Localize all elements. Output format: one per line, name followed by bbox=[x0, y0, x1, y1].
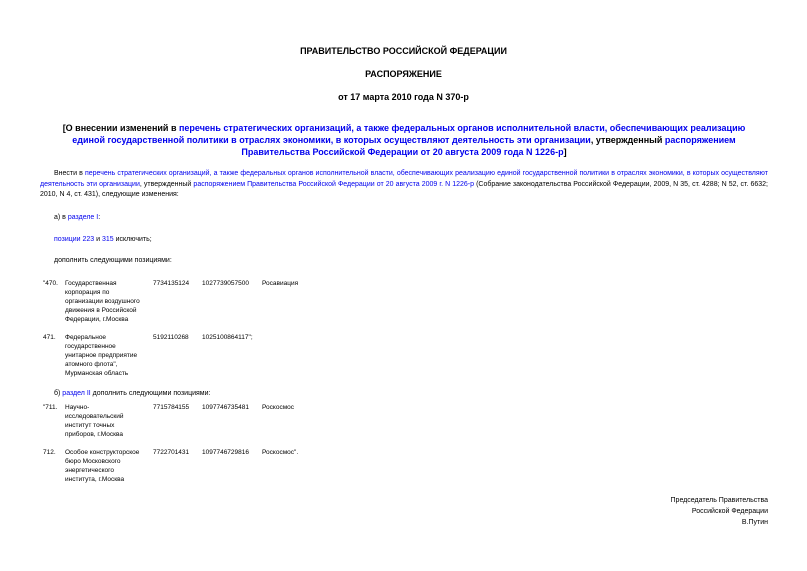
positions-exclude bbox=[54, 235, 152, 245]
title-order-link[interactable]: распоряжением Правительства Российской Федерации от 20 августа 2009 года N 1226-р bbox=[241, 135, 736, 157]
section-b-tail: дополнить следующими позициями: bbox=[90, 390, 211, 397]
org-name: Особое конструкторское бюро Московского энергетического института, г.Москва bbox=[65, 449, 140, 483]
intro-order-link[interactable]: распоряжением Правительства Российской Федерации от 20 августа 2009 г. N 1226-р bbox=[193, 180, 475, 188]
intro-mid: , утвержденный bbox=[139, 180, 194, 188]
title-close: ] bbox=[563, 147, 567, 157]
row-number: 712. bbox=[43, 449, 56, 456]
signature-country: Российской Федерации bbox=[691, 508, 768, 515]
section-b-lead: б) bbox=[54, 390, 63, 397]
row-number: "711. bbox=[43, 404, 58, 411]
section-a-lead: а) в bbox=[54, 214, 68, 221]
row-number: "470. bbox=[43, 280, 58, 287]
section-1-link[interactable]: разделе I bbox=[67, 214, 99, 221]
document-date-number: от 17 марта 2010 года N 370-р bbox=[338, 92, 469, 102]
section-a-heading bbox=[54, 213, 100, 223]
document-title bbox=[48, 122, 760, 158]
position-223-link[interactable]: позиции 223 bbox=[54, 236, 95, 243]
signature-block bbox=[671, 495, 768, 528]
org-ogrn: 1097746735481 bbox=[202, 404, 249, 411]
positions-exclude-tail: исключить; bbox=[113, 236, 152, 243]
org-name: Федеральное государственное унитарное предприятие атомного флота", Мурманская область bbox=[65, 334, 138, 377]
intro-paragraph bbox=[40, 169, 768, 201]
section-2-link[interactable]: раздел II bbox=[62, 390, 91, 397]
government-name: ПРАВИТЕЛЬСТВО РОССИЙСКОЙ ФЕДЕРАЦИИ bbox=[300, 46, 507, 56]
org-ogrn: 1025100864117"; bbox=[202, 334, 253, 341]
org-agency: Роскосмос bbox=[262, 404, 295, 411]
org-agency: Роскосмос". bbox=[262, 449, 299, 456]
org-name: Государственная корпорация по организации воздушного движения в Российской Федерации, г.Москва bbox=[65, 280, 140, 323]
intro-lead: Внести в bbox=[54, 170, 85, 177]
org-name: Научно-исследовательский институт точных приборов, г.Москва bbox=[65, 404, 124, 438]
org-inn: 5192110268 bbox=[153, 334, 189, 341]
org-inn: 7722701431 bbox=[153, 449, 190, 456]
positions-and: и bbox=[94, 236, 102, 243]
org-ogrn: 1027739057500 bbox=[202, 280, 249, 287]
section-b-heading bbox=[54, 389, 210, 399]
title-list-link[interactable]: перечень стратегических организаций, а также федеральных органов исполнительной власти, обеспечивающих реализацию единой государственной политики в отраслях экономики, в которых осуществляют деятельность эти организации bbox=[72, 123, 746, 145]
org-ogrn: 1097746729816 bbox=[202, 449, 249, 456]
row-number: 471. bbox=[43, 334, 56, 341]
org-inn: 7715784155 bbox=[153, 404, 190, 411]
intro-list-link[interactable]: перечень стратегических организаций, а также федеральных органов исполнительной власти, обеспечивающих реализацию единой государственной политики в отраслях экономики, в которых осуществляют деятельность эти организации bbox=[40, 170, 768, 188]
org-agency: Росавиация bbox=[262, 280, 299, 287]
title-open: [О внесении изменений в bbox=[62, 123, 179, 133]
add-positions-text: дополнить следующими позициями: bbox=[54, 257, 172, 264]
org-inn: 7734135124 bbox=[153, 280, 190, 287]
signature-name: В.Путин bbox=[741, 519, 768, 526]
title-middle: , утвержденный bbox=[590, 135, 665, 145]
document-type: РАСПОРЯЖЕНИЕ bbox=[365, 69, 442, 79]
intro-tail: (Собрание законодательства Российской Федерации, 2009, N 35, ст. 4288; N 52, ст. 6632; 2010, N 4, ст. 431), следующие изменения: bbox=[40, 180, 768, 198]
section-a-tail: : bbox=[98, 214, 101, 221]
signature-title: Председатель Правительства bbox=[670, 497, 768, 504]
position-315-link[interactable]: 315 bbox=[102, 236, 114, 243]
